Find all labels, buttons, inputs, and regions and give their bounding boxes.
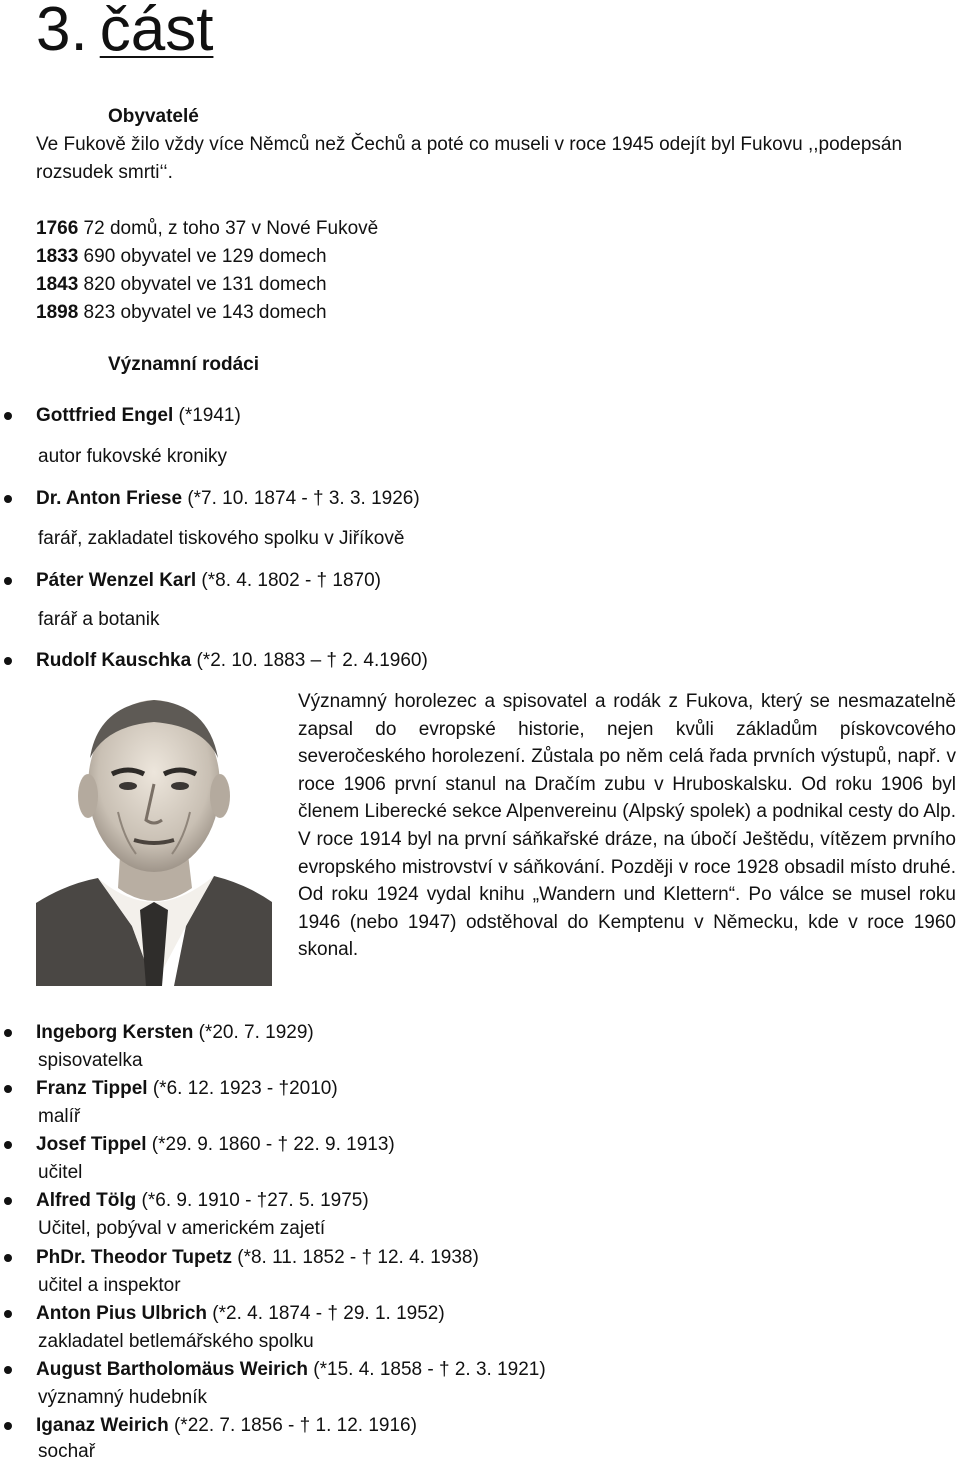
person-entry: Gottfried Engel (*1941) bbox=[36, 405, 241, 426]
person-entry: PhDr. Theodor Tupetz (*8. 11. 1852 - † 12. 4. 1938) bbox=[36, 1247, 479, 1268]
population-intro-line1: Ve Fukově žilo vždy více Němců než Čechů a poté co museli v roce 1945 odejít byl Fukovu ,,podepsán bbox=[36, 134, 903, 155]
bullet-icon bbox=[4, 1310, 12, 1318]
bullet-icon bbox=[4, 1422, 12, 1430]
bullet-icon bbox=[4, 1197, 12, 1205]
person-entry: Iganaz Weirich (*22. 7. 1856 - † 1. 12. 1916) bbox=[36, 1415, 417, 1436]
person-entry: Alfred Tölg (*6. 9. 1910 - †27. 5. 1975) bbox=[36, 1190, 369, 1211]
bullet-icon bbox=[4, 412, 12, 420]
heading-number: 3. bbox=[36, 0, 88, 64]
person-entry: Páter Wenzel Karl (*8. 4. 1802 - † 1870) bbox=[36, 570, 381, 591]
portrait-image bbox=[36, 688, 272, 986]
person-role: farář, zakladatel tiskového spolku v Jiříkově bbox=[38, 528, 405, 549]
kauschka-biography: Významný horolezec a spisovatel a rodák z Fukova, který se nesmazatelně zapsal do evropské historie, nejen kvůli základům pískovcového severočeského horolezení. Zůstala po něm celá řada prvních výstupů, např. v roce 1906 první stanul na Dračím zubu v Hruboskalsku. Od roku 1906 byl členem Liberecké sekce Alpenvereinu (Alpský spolek) a podnikal cesty do Alp. V roce 1914 byl na první sáňkařské dráze, na úbočí Ještědu, vítězem prvního evropského mistrovství v sáňkování. Později v roce 1928 obsadil místo druhé. Od roku 1924 vydal knihu „Wandern und Klettern“. Po válce se musel roku 1946 (nebo 1947) odstěhoval do Kemptenu v Německu, kde v roce 1960 skonal. bbox=[298, 691, 956, 961]
person-role: autor fukovské kroniky bbox=[38, 446, 228, 467]
bullet-icon bbox=[4, 1141, 12, 1149]
population-title: Obyvatelé bbox=[108, 106, 199, 127]
heading-word: část bbox=[99, 0, 214, 64]
stat-row: 1898 823 obyvatel ve 143 domech bbox=[36, 302, 327, 323]
notables-title: Významní rodáci bbox=[108, 354, 259, 375]
person-role: sochař bbox=[38, 1441, 96, 1462]
person-entry: Ingeborg Kersten (*20. 7. 1929) bbox=[36, 1022, 314, 1043]
person-entry: August Bartholomäus Weirich (*15. 4. 1858 - † 2. 3. 1921) bbox=[36, 1359, 546, 1380]
person-entry: Dr. Anton Friese (*7. 10. 1874 - † 3. 3. 1926) bbox=[36, 488, 420, 509]
bullet-icon bbox=[4, 1254, 12, 1262]
person-entry: Josef Tippel (*29. 9. 1860 - † 22. 9. 1913) bbox=[36, 1134, 395, 1155]
population-intro-line2: rozsudek smrti‘‘. bbox=[36, 162, 173, 183]
bullet-icon bbox=[4, 1366, 12, 1374]
stat-row: 1833 690 obyvatel ve 129 domech bbox=[36, 246, 327, 267]
person-entry: Franz Tippel (*6. 12. 1923 - †2010) bbox=[36, 1078, 338, 1099]
page-heading bbox=[36, 0, 213, 70]
person-role: učitel bbox=[38, 1162, 83, 1183]
person-role: malíř bbox=[38, 1106, 81, 1127]
bullet-icon bbox=[4, 1085, 12, 1093]
bullet-icon bbox=[4, 577, 12, 585]
person-role: Učitel, pobýval v americkém zajetí bbox=[38, 1218, 326, 1239]
person-entry: Anton Pius Ulbrich (*2. 4. 1874 - † 29. 1. 1952) bbox=[36, 1303, 445, 1324]
person-role: zakladatel betlemářského spolku bbox=[38, 1331, 314, 1352]
person-role: spisovatelka bbox=[38, 1050, 143, 1071]
stat-row: 1843 820 obyvatel ve 131 domech bbox=[36, 274, 327, 295]
person-role: učitel a inspektor bbox=[38, 1275, 181, 1296]
bullet-icon bbox=[4, 495, 12, 503]
person-entry: Rudolf Kauschka (*2. 10. 1883 – † 2. 4.1960) bbox=[36, 650, 428, 671]
person-role: významný hudebník bbox=[38, 1387, 207, 1408]
stat-row: 1766 72 domů, z toho 37 v Nové Fukově bbox=[36, 218, 379, 239]
person-role: farář a botanik bbox=[38, 609, 160, 630]
bullet-icon bbox=[4, 657, 12, 665]
bullet-icon bbox=[4, 1029, 12, 1037]
